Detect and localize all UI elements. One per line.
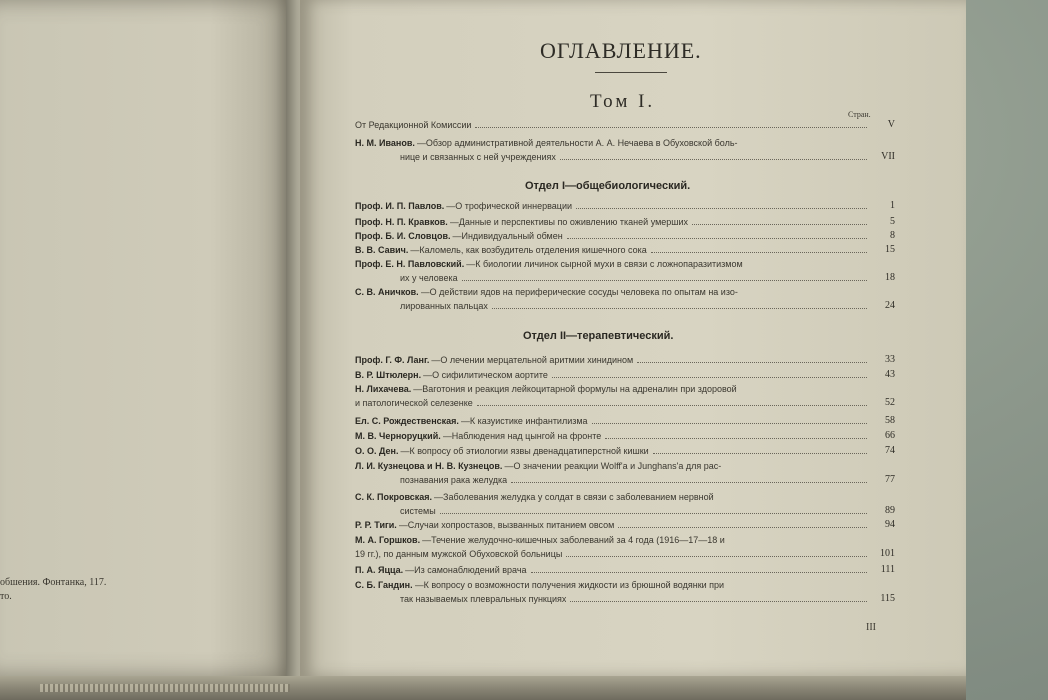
entry-text: —О действии ядов на периферические сосуды человека по опытам на изо- bbox=[420, 287, 738, 297]
dot-leader bbox=[531, 563, 867, 573]
toc-entry bbox=[355, 518, 895, 532]
toc-entry bbox=[355, 285, 895, 313]
dot-leader bbox=[570, 592, 867, 602]
toc-heading: ОГЛАВЛЕНИЕ. bbox=[540, 38, 702, 63]
entry-text: —Индивидуальный обмен bbox=[452, 231, 563, 241]
entry-text: —О значении реакции Wolff'a и Junghans'a для рас- bbox=[504, 461, 722, 471]
entry-page: 43 bbox=[885, 369, 895, 380]
entry-text: —О лечении мерцательной аритмии хинидином bbox=[431, 355, 634, 365]
toc-entry bbox=[355, 533, 895, 561]
toc-entry bbox=[355, 459, 895, 487]
entry-author: В. В. Савич. bbox=[355, 245, 409, 255]
toc-entry bbox=[355, 136, 895, 164]
entry-author: П. А. Яцца. bbox=[355, 565, 404, 575]
entry-author: М. В. Черноруцкий. bbox=[355, 431, 441, 441]
entry-author: С. Б. Гандин. bbox=[355, 580, 413, 590]
entry-author: Л. И. Кузнецова и Н. В. Кузнецов. bbox=[355, 461, 503, 471]
entry-page: 115 bbox=[880, 593, 895, 604]
entry-text: и патологической селезенке bbox=[355, 398, 473, 408]
entry-author: Н. Лихачева. bbox=[355, 384, 412, 394]
dot-leader bbox=[692, 215, 867, 225]
dot-leader bbox=[462, 271, 867, 281]
entry-text: —О сифилитическом аортите bbox=[423, 370, 548, 380]
entry-text: познавания рака желудка bbox=[400, 475, 508, 485]
toc-entry bbox=[355, 490, 895, 518]
dot-leader bbox=[440, 504, 867, 514]
dot-leader bbox=[637, 353, 867, 363]
page-edge-texture bbox=[40, 684, 290, 692]
dot-leader bbox=[618, 518, 867, 528]
entry-page: 18 bbox=[885, 272, 895, 283]
entry-author: С. К. Покровская. bbox=[355, 492, 433, 502]
entry-page: 24 bbox=[885, 300, 895, 311]
entry-page: 52 bbox=[885, 397, 895, 408]
entry-page: 89 bbox=[885, 505, 895, 516]
entry-text: —Случаи хопростазов, вызванных питанием овсом bbox=[398, 520, 615, 530]
entry-text: —Наблюдения над цынгой на фронте bbox=[442, 431, 602, 441]
toc-entry bbox=[355, 243, 895, 257]
entry-text: —Течение желудочно-кишечных заболеваний за 4 года (1916—17—18 и bbox=[422, 535, 725, 545]
entry-author: Проф. И. П. Павлов. bbox=[355, 201, 445, 211]
entry-author: Проф. Б. И. Словцов. bbox=[355, 231, 451, 241]
entry-page: 111 bbox=[880, 564, 895, 575]
footnote-line: то. bbox=[0, 591, 12, 602]
dot-leader bbox=[475, 118, 867, 128]
entry-author: Ел. С. Рождественская. bbox=[355, 416, 459, 426]
entry-page: 101 bbox=[880, 548, 895, 559]
left-page-footnote bbox=[0, 576, 170, 604]
pages-column-label: Стран. bbox=[848, 110, 871, 119]
entry-author: В. Р. Штюлерн. bbox=[355, 370, 422, 380]
left-page bbox=[0, 0, 300, 676]
toc-entry bbox=[355, 563, 895, 577]
dot-leader bbox=[511, 473, 867, 483]
entry-page: 66 bbox=[885, 430, 895, 441]
entry-text: их у человека bbox=[400, 273, 458, 283]
entry-author: Р. Р. Тиги. bbox=[355, 520, 397, 530]
entry-text: —Обзор административной деятельности А. А. Нечаева в Обуховской боль- bbox=[416, 138, 738, 148]
toc-entry bbox=[355, 429, 895, 443]
toc-entry bbox=[355, 368, 895, 382]
dot-leader bbox=[576, 199, 867, 209]
entry-page: 33 bbox=[885, 354, 895, 365]
entry-author: Н. М. Иванов. bbox=[355, 138, 415, 148]
entry-page: 94 bbox=[885, 519, 895, 530]
dot-leader bbox=[566, 547, 867, 557]
dot-leader bbox=[560, 150, 867, 160]
entry-page: VII bbox=[881, 151, 895, 162]
dot-leader bbox=[567, 229, 867, 239]
entry-text: 19 гг.), по данным мужской Обуховской больницы bbox=[355, 549, 563, 559]
entry-text: —К вопросу об этиологии язвы двенадцатиперстной кишки bbox=[400, 446, 649, 456]
volume-label: Том I. bbox=[590, 91, 656, 112]
toc-entry bbox=[355, 382, 895, 410]
footnote-line: обшения. Фонтанка, 117. bbox=[0, 577, 107, 588]
entry-page: V bbox=[887, 119, 895, 130]
entry-page: 15 bbox=[885, 244, 895, 255]
entry-author: М. А. Горшков. bbox=[355, 535, 421, 545]
dot-leader bbox=[552, 368, 867, 378]
toc-entry bbox=[355, 215, 895, 229]
entry-text: нице и связанных с ней учреждениях bbox=[400, 152, 556, 162]
entry-author: О. О. Ден. bbox=[355, 446, 399, 456]
entry-page: 5 bbox=[890, 216, 895, 227]
entry-text: —Из самонаблюдений врача bbox=[405, 565, 527, 575]
entry-text: От Редакционной Комиссии bbox=[355, 120, 472, 130]
dot-leader bbox=[653, 444, 867, 454]
entry-page: 1 bbox=[890, 200, 895, 211]
entry-author: Проф. Е. Н. Павловский. bbox=[355, 259, 465, 269]
entry-page: 8 bbox=[890, 230, 895, 241]
entry-text: —Данные и перспективы по оживлению тканей умерших bbox=[449, 217, 689, 227]
toc-entry bbox=[355, 444, 895, 458]
section-heading: Отдел I—общебиологический. bbox=[525, 180, 691, 192]
entry-text: —К вопросу о возможности получения жидкости из брюшной водянки при bbox=[414, 580, 725, 590]
entry-text: —Ваготония и реакция лейкоцитарной формулы на адреналин при здоровой bbox=[413, 384, 737, 394]
entry-text: —К биологии личинок сырной мухи в связи с ложнопаразитизмом bbox=[466, 259, 743, 269]
toc-entry bbox=[355, 229, 895, 243]
entry-text: —Заболевания желудка у солдат в связи с заболеванием нервной bbox=[434, 492, 714, 502]
entry-text: —Каломель, как возбудитель отделения кишечного сока bbox=[410, 245, 647, 255]
entry-page: 74 bbox=[885, 445, 895, 456]
toc-entry bbox=[355, 257, 895, 285]
section-heading: Отдел II—терапевтический. bbox=[523, 330, 674, 342]
page-folio: III bbox=[866, 622, 876, 633]
entry-text: системы bbox=[400, 506, 436, 516]
dot-leader bbox=[492, 299, 867, 309]
entry-author: Проф. Н. П. Кравков. bbox=[355, 217, 448, 227]
entry-author: Проф. Г. Ф. Ланг. bbox=[355, 355, 430, 365]
entry-text: —К казуистике инфантилизма bbox=[460, 416, 588, 426]
entry-text: лированных пальцах bbox=[400, 301, 488, 311]
toc-entry bbox=[355, 353, 895, 367]
toc-entry bbox=[355, 414, 895, 428]
dot-leader bbox=[605, 429, 867, 439]
entry-page: 58 bbox=[885, 415, 895, 426]
toc-entry bbox=[355, 199, 895, 213]
entry-text: —О трофической иннервации bbox=[446, 201, 573, 211]
dot-leader bbox=[477, 396, 867, 406]
dot-leader bbox=[651, 243, 867, 253]
toc-entry bbox=[355, 578, 895, 606]
dot-leader bbox=[592, 414, 867, 424]
entry-text: так называемых плевральных пункциях bbox=[400, 594, 567, 604]
toc-entry bbox=[355, 118, 895, 132]
entry-author: С. В. Аничков. bbox=[355, 287, 419, 297]
entry-page: 77 bbox=[885, 474, 895, 485]
heading-rule bbox=[595, 72, 667, 73]
